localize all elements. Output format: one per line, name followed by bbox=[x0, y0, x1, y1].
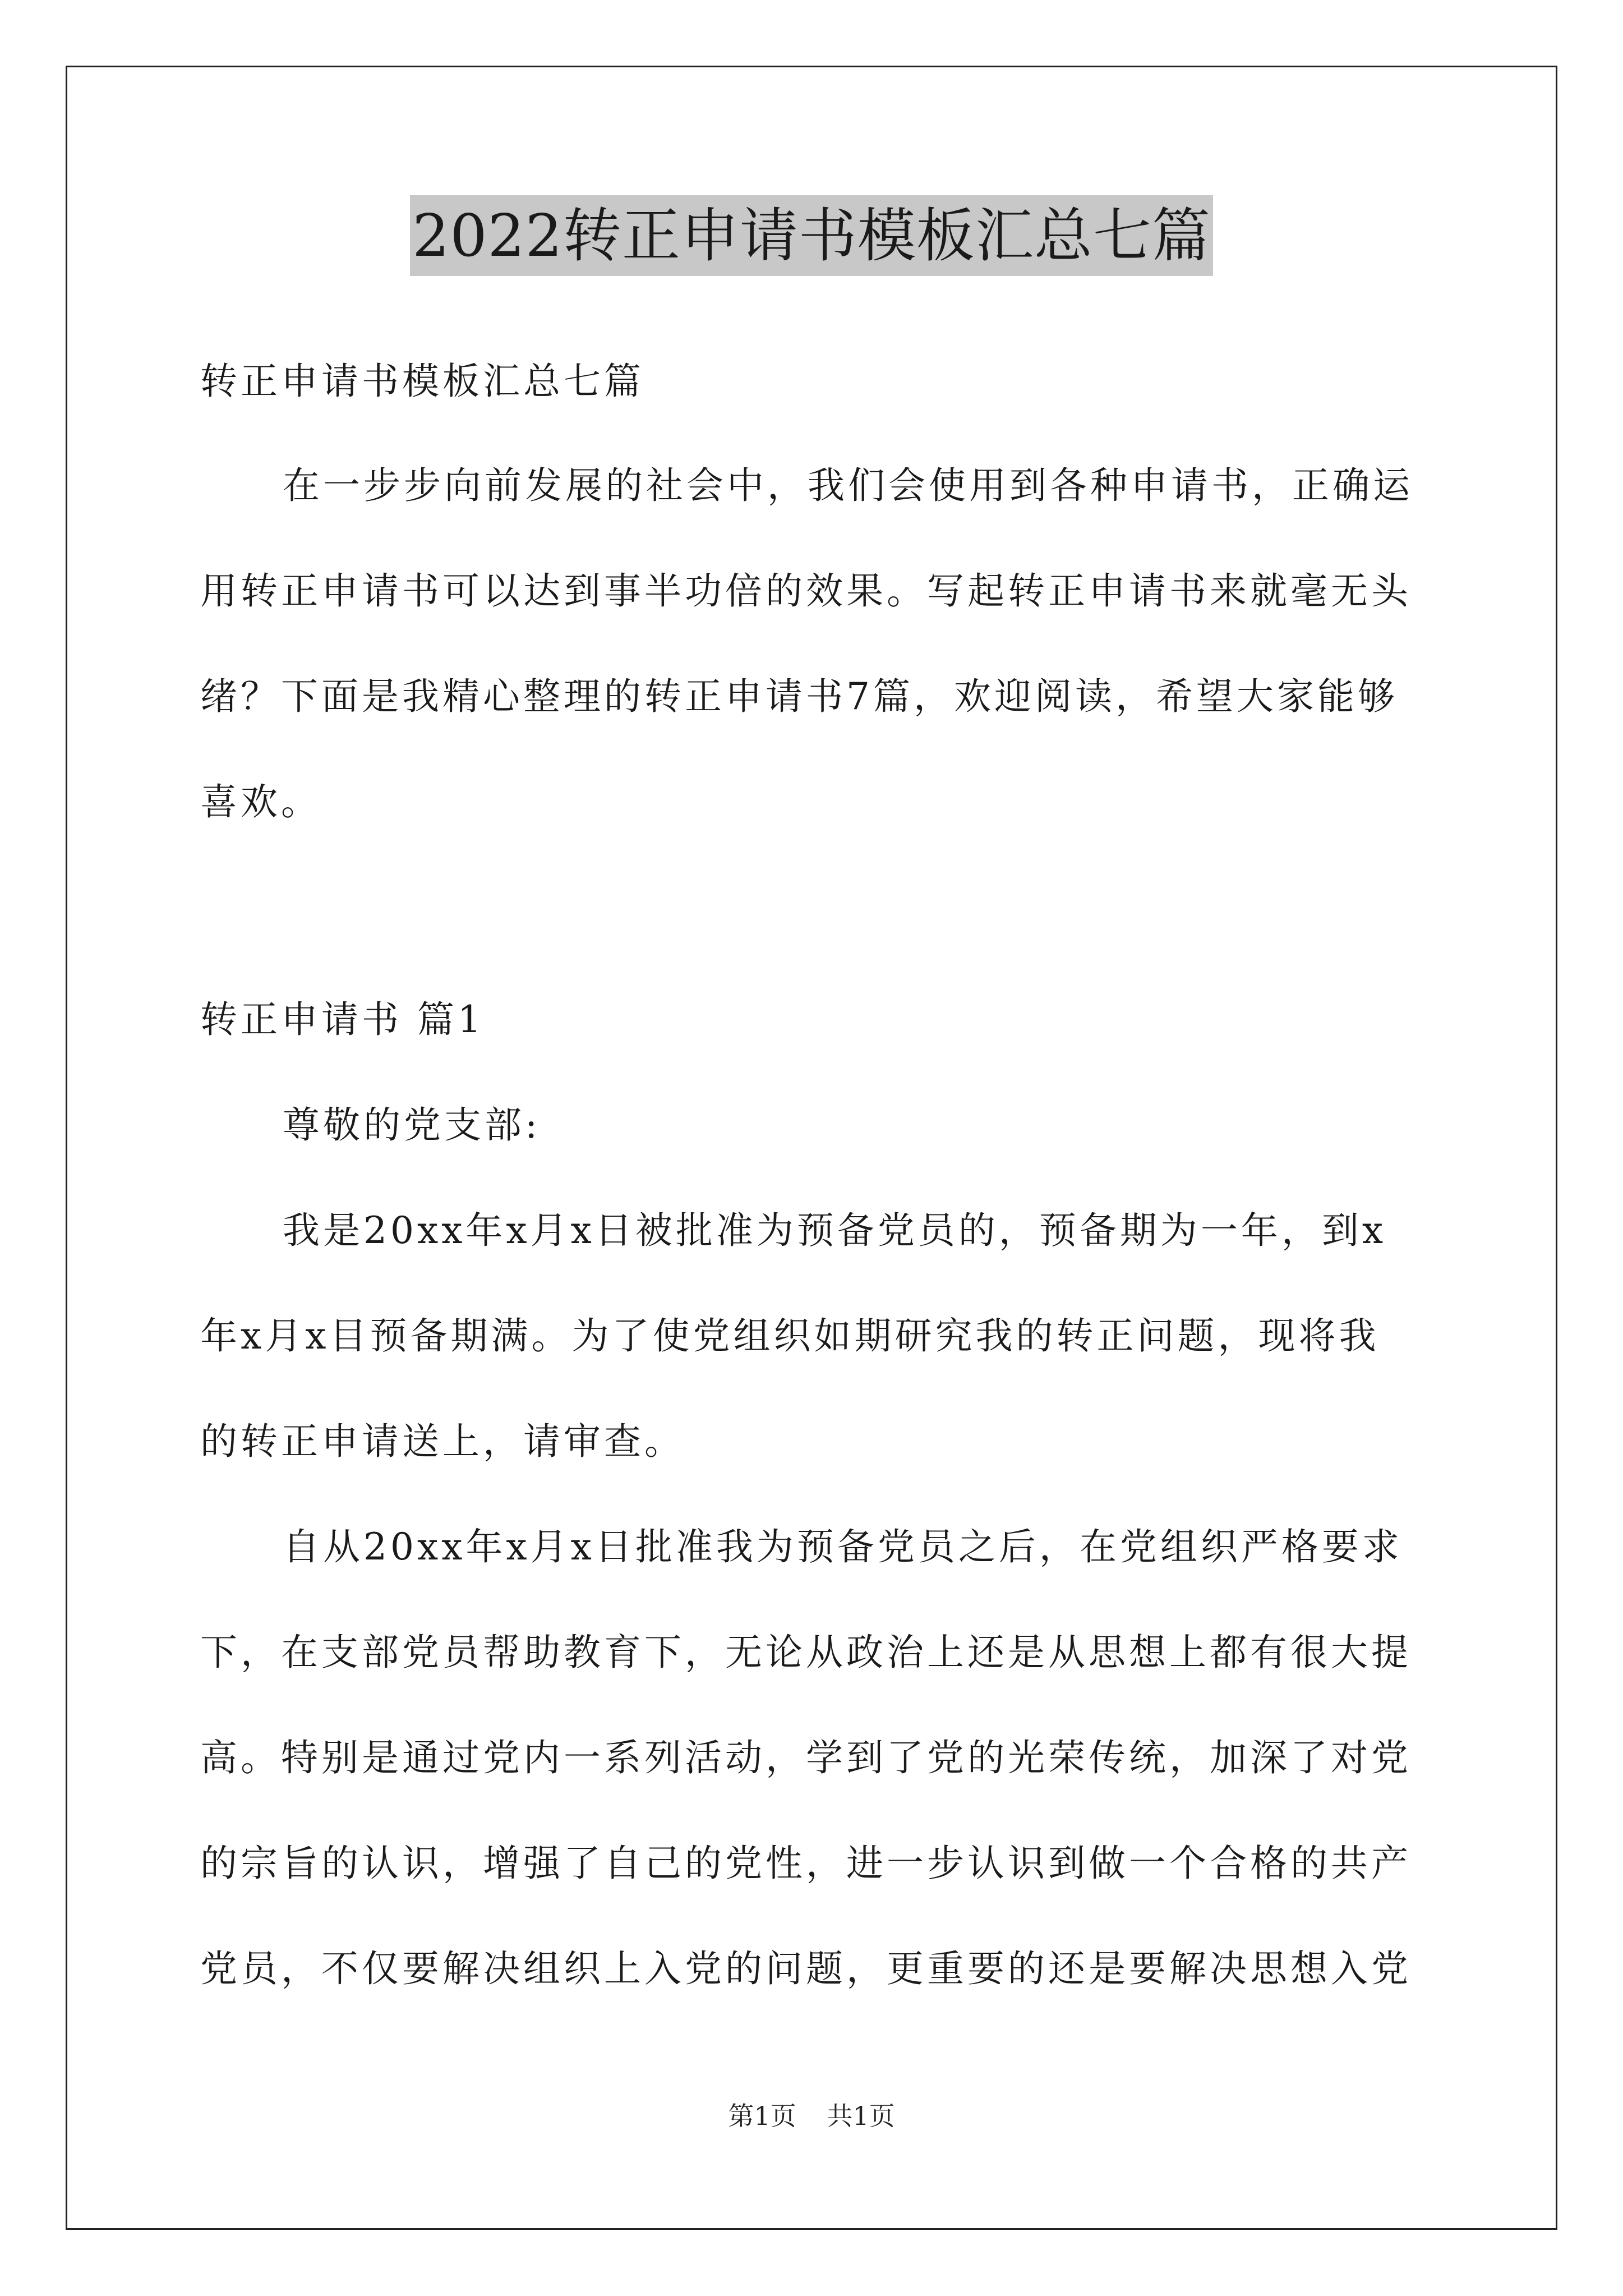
paragraph-line: 我是20xx年x月x日被批准为预备党员的，预备期为一年，到x bbox=[283, 1209, 1387, 1252]
paragraph-line: 的转正申请送上，请审查。 bbox=[200, 1420, 685, 1463]
salutation: 尊敬的党支部: bbox=[283, 1103, 541, 1147]
paragraph-line: 在一步步向前发展的社会中，我们会使用到各种申请书，正确运 bbox=[283, 464, 1413, 507]
section-heading: 转正申请书 篇1 bbox=[200, 998, 485, 1041]
document-subtitle: 转正申请书模板汇总七篇 bbox=[200, 360, 644, 403]
paragraph-line: 高。特别是通过党内一系列活动，学到了党的光荣传统，加深了对党 bbox=[200, 1736, 1412, 1779]
page-footer bbox=[0, 2099, 1623, 2133]
paragraph-line: 党员，不仅要解决组织上入党的问题，更重要的还是要解决思想入党 bbox=[200, 1947, 1412, 1990]
paragraph-line: 下，在支部党员帮助教育下，无论从政治上还是从思想上都有很大提 bbox=[200, 1631, 1412, 1674]
page-number: 第1页 bbox=[728, 2101, 796, 2131]
title-container bbox=[0, 195, 1623, 276]
paragraph-line: 自从20xx年x月x日批准我为预备党员之后，在党组织严格要求 bbox=[283, 1525, 1403, 1568]
page-total: 共1页 bbox=[827, 2101, 895, 2131]
paragraph-line: 年x月x目预备期满。为了使党组织如期研究我的转正问题，现将我 bbox=[200, 1314, 1380, 1358]
document-title: 2022转正申请书模板汇总七篇 bbox=[410, 195, 1213, 276]
paragraph-line: 用转正申请书可以达到事半功倍的效果。写起转正申请书来就毫无头 bbox=[200, 569, 1412, 613]
paragraph-line: 喜欢。 bbox=[200, 780, 321, 823]
paragraph-line: 的宗旨的认识，增强了自己的党性，进一步认识到做一个合格的共产 bbox=[200, 1842, 1412, 1885]
paragraph-line: 绪？下面是我精心整理的转正申请书7篇，欢迎阅读，希望大家能够 bbox=[200, 675, 1398, 718]
